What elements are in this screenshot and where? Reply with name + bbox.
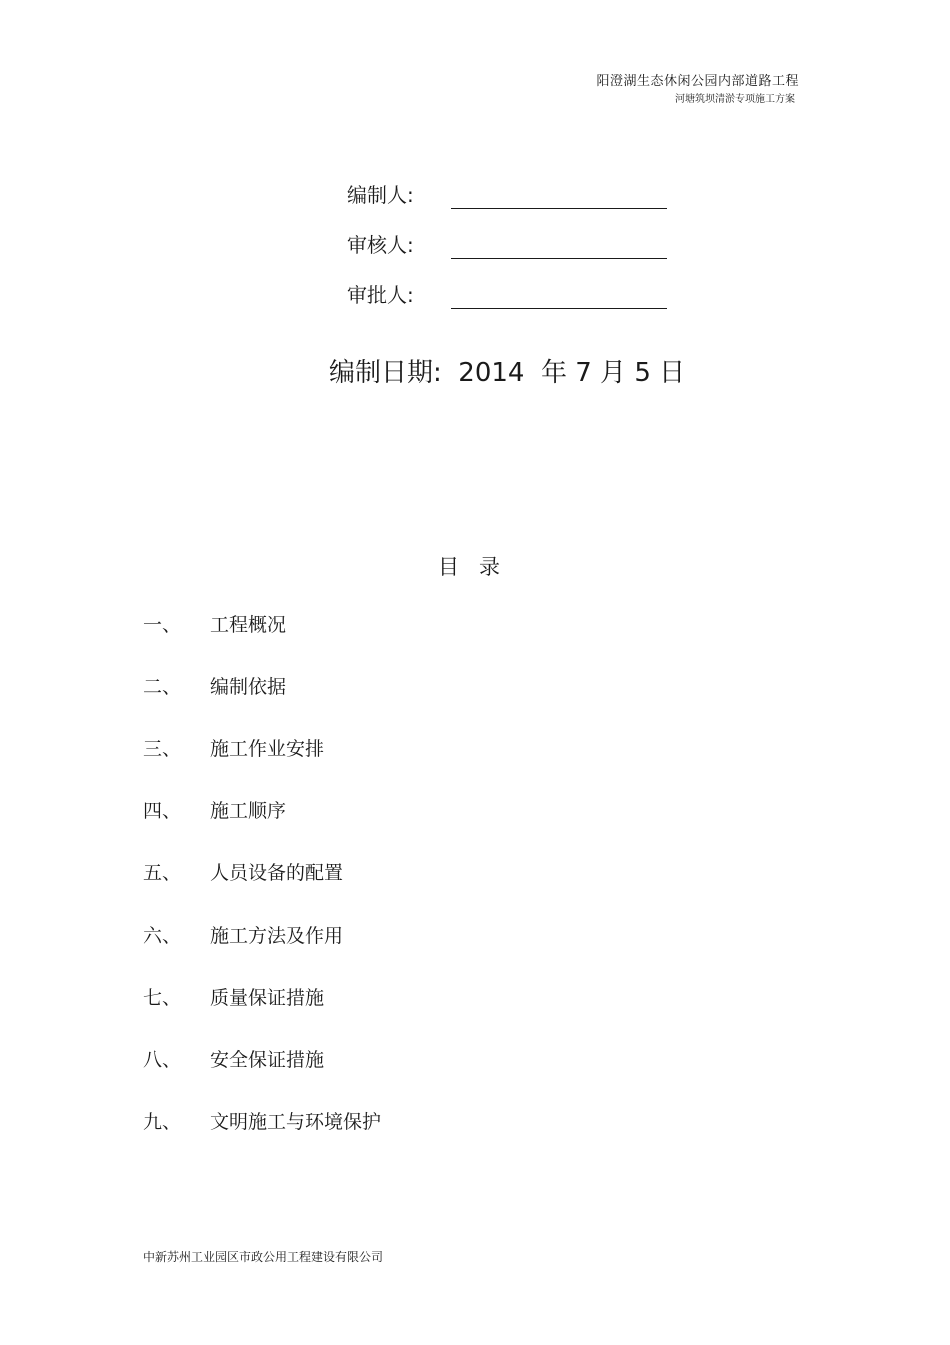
compiler-label: 编制人: [347, 183, 414, 207]
project-title: 阳澄湖生态休闲公园内部道路工程 [596, 74, 799, 89]
toc-item-text: 施工方法及作用 [210, 925, 344, 947]
toc-item-number: 六、 [143, 925, 182, 947]
document-subtitle: 河塘筑坝清淤专项施工方案 [675, 94, 795, 105]
toc-item-number: 三、 [143, 738, 182, 760]
toc-item-number: 九、 [143, 1111, 182, 1133]
toc-item-number: 七、 [143, 987, 182, 1009]
toc-title: 目 录 [438, 555, 501, 579]
toc-item-number: 一、 [143, 614, 182, 636]
approver-signature-row [347, 282, 677, 312]
toc-item-text: 工程概况 [210, 614, 287, 636]
compile-date: 编制日期: 2014 年 7 月 5 日 [329, 358, 686, 388]
toc-item-text: 文明施工与环境保护 [210, 1111, 382, 1133]
toc-item-text: 质量保证措施 [210, 987, 325, 1009]
toc-item-number: 八、 [143, 1049, 182, 1071]
toc-item-text: 施工顺序 [210, 800, 287, 822]
reviewer-signature-row [347, 232, 677, 262]
toc-item-text: 施工作业安排 [210, 738, 325, 760]
company-footer: 中新苏州工业园区市政公用工程建设有限公司 [143, 1250, 384, 1264]
toc-item-text: 安全保证措施 [210, 1049, 325, 1071]
compiler-signature-row [347, 182, 677, 212]
toc-item-text: 人员设备的配置 [210, 862, 344, 884]
toc-item-number: 四、 [143, 800, 182, 822]
toc-item-number: 五、 [143, 862, 182, 884]
approver-signature-line [451, 308, 667, 309]
approver-label: 审批人: [347, 283, 414, 307]
toc-item-number: 二、 [143, 676, 182, 698]
reviewer-signature-line [451, 258, 667, 259]
toc-item-text: 编制依据 [210, 676, 287, 698]
compiler-signature-line [451, 208, 667, 209]
reviewer-label: 审核人: [347, 233, 414, 257]
